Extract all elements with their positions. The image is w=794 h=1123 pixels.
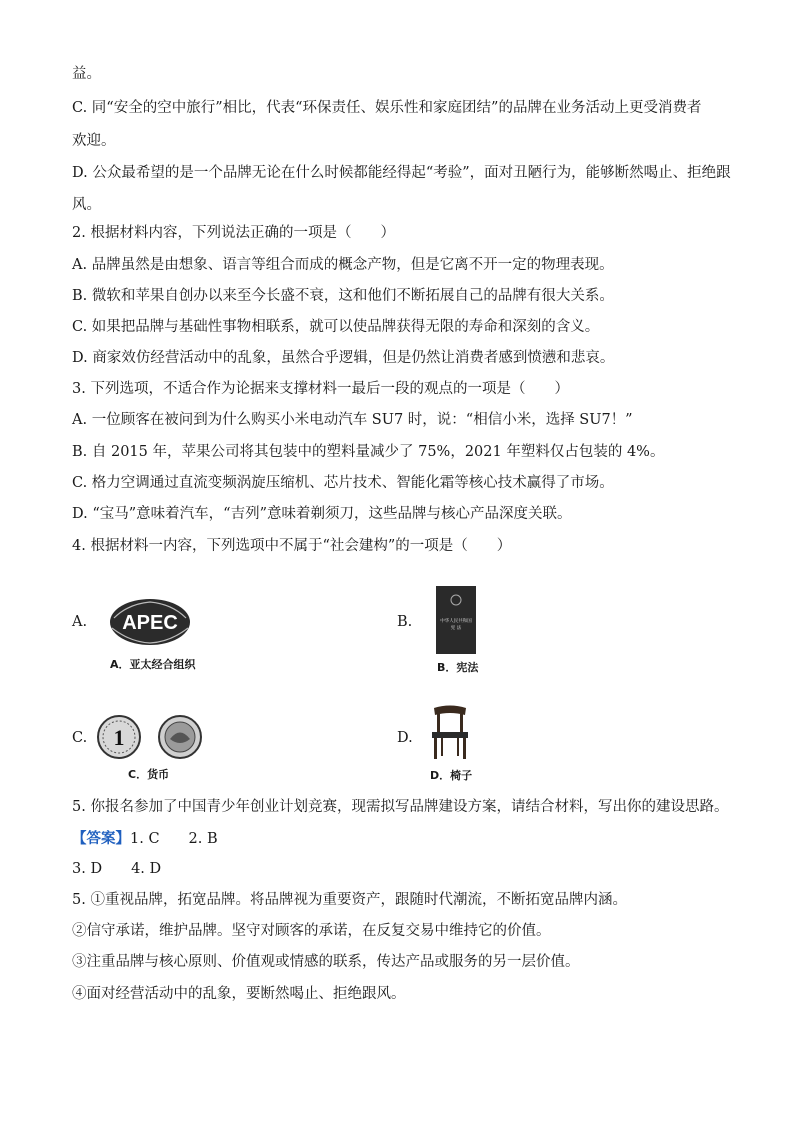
option-1d-cont: 风。	[72, 197, 101, 213]
chair-icon	[426, 704, 474, 760]
option-2a: A. 品牌虽然是由想象、语言等组合而成的概念产物，但是它离不开一定的物理表现。	[72, 257, 614, 273]
answer-5-point-3: ③注重品牌与核心原则、价值观或情感的联系，传达产品或服务的另一层价值。	[72, 954, 580, 970]
coins-icon	[96, 714, 204, 760]
constitution-book-icon	[436, 586, 476, 654]
apec-logo-icon	[108, 598, 192, 646]
option-4b-caption: B．宪法	[437, 661, 479, 674]
book-title-text: 中华人民共和国	[440, 619, 472, 624]
book-subtitle-text: 宪 法	[450, 626, 462, 631]
answer-line	[72, 829, 218, 849]
option-3d: D. “宝马”意味着汽车，“吉列”意味着剃须刀，这些品牌与核心产品深度关联。	[72, 506, 572, 522]
answer-tag: 【答案】	[72, 830, 130, 847]
option-4c-caption: C．货币	[128, 768, 170, 781]
option-1c-cont: 欢迎。	[72, 133, 116, 149]
option-2d: D. 商家效仿经营活动中的乱象，虽然合乎逻辑，但是仍然让消费者感到愤懑和悲哀。	[72, 350, 615, 366]
question-4: 4. 根据材料一内容，下列选项中不属于“社会建构”的一项是（ ）	[72, 538, 512, 554]
option-4c-letter: C.	[72, 730, 88, 746]
option-4a-letter: A.	[72, 614, 88, 630]
apec-logo-text: APEC	[122, 612, 178, 634]
option-4a-caption: A．亚太经合组织	[110, 658, 196, 671]
question-3: 3. 下列选项，不适合作为论据来支撑材料一最后一段的观点的一项是（ ）	[72, 381, 569, 397]
answer-5-point-2: ②信守承诺，维护品牌。坚守对顾客的承诺，在反复交易中维持它的价值。	[72, 923, 551, 939]
option-2b: B. 微软和苹果自创办以来至今长盛不衰，这和他们不断拓展自己的品牌有很大关系。	[72, 288, 614, 304]
option-3c: C. 格力空调通过直流变频涡旋压缩机、芯片技术、智能化霜等核心技术赢得了市场。	[72, 475, 614, 491]
line-continuation-1: 益。	[72, 66, 101, 82]
option-4d-caption: D．椅子	[430, 769, 473, 782]
option-1d: D. 公众最希望的是一个品牌无论在什么时候都能经得起“考验”，面对丑陋行为，能够断然喝止、拒绝跟	[72, 165, 731, 181]
option-3a: A. 一位顾客在被问到为什么购买小米电动汽车 SU7 时，说：“相信小米，选择 SU7！”	[72, 412, 633, 428]
option-2c: C. 如果把品牌与基础性事物相联系，就可以使品牌获得无限的寿命和深刻的含义。	[72, 319, 600, 335]
option-3b: B. 自 2015 年，苹果公司将其包装中的塑料量减少了 75%，2021 年塑料仅占包装的 4%。	[72, 444, 665, 460]
question-5: 5. 你报名参加了中国青少年创业计划竞赛，现需拟写品牌建设方案，请结合材料，写出你的建设思路。	[72, 799, 729, 815]
answer-text: 1. C 2. B	[130, 831, 218, 847]
answer-5-point-4: ④面对经营活动中的乱象，要断然喝止、拒绝跟风。	[72, 986, 406, 1002]
option-4b-letter: B.	[397, 614, 413, 630]
option-1c: C. 同“安全的空中旅行”相比，代表“环保责任、娱乐性和家庭团结”的品牌在业务活动上更受消费者	[72, 100, 702, 116]
coin-value-text: 1	[113, 725, 125, 750]
option-4d-letter: D.	[397, 730, 413, 746]
answer-5-point-1: 5. ①重视品牌，拓宽品牌。将品牌视为重要资产，跟随时代潮流，不断拓宽品牌内涵。	[72, 892, 627, 908]
question-2: 2. 根据材料内容，下列说法正确的一项是（ ）	[72, 225, 395, 241]
answer-line-2: 3. D 4. D	[72, 861, 162, 877]
